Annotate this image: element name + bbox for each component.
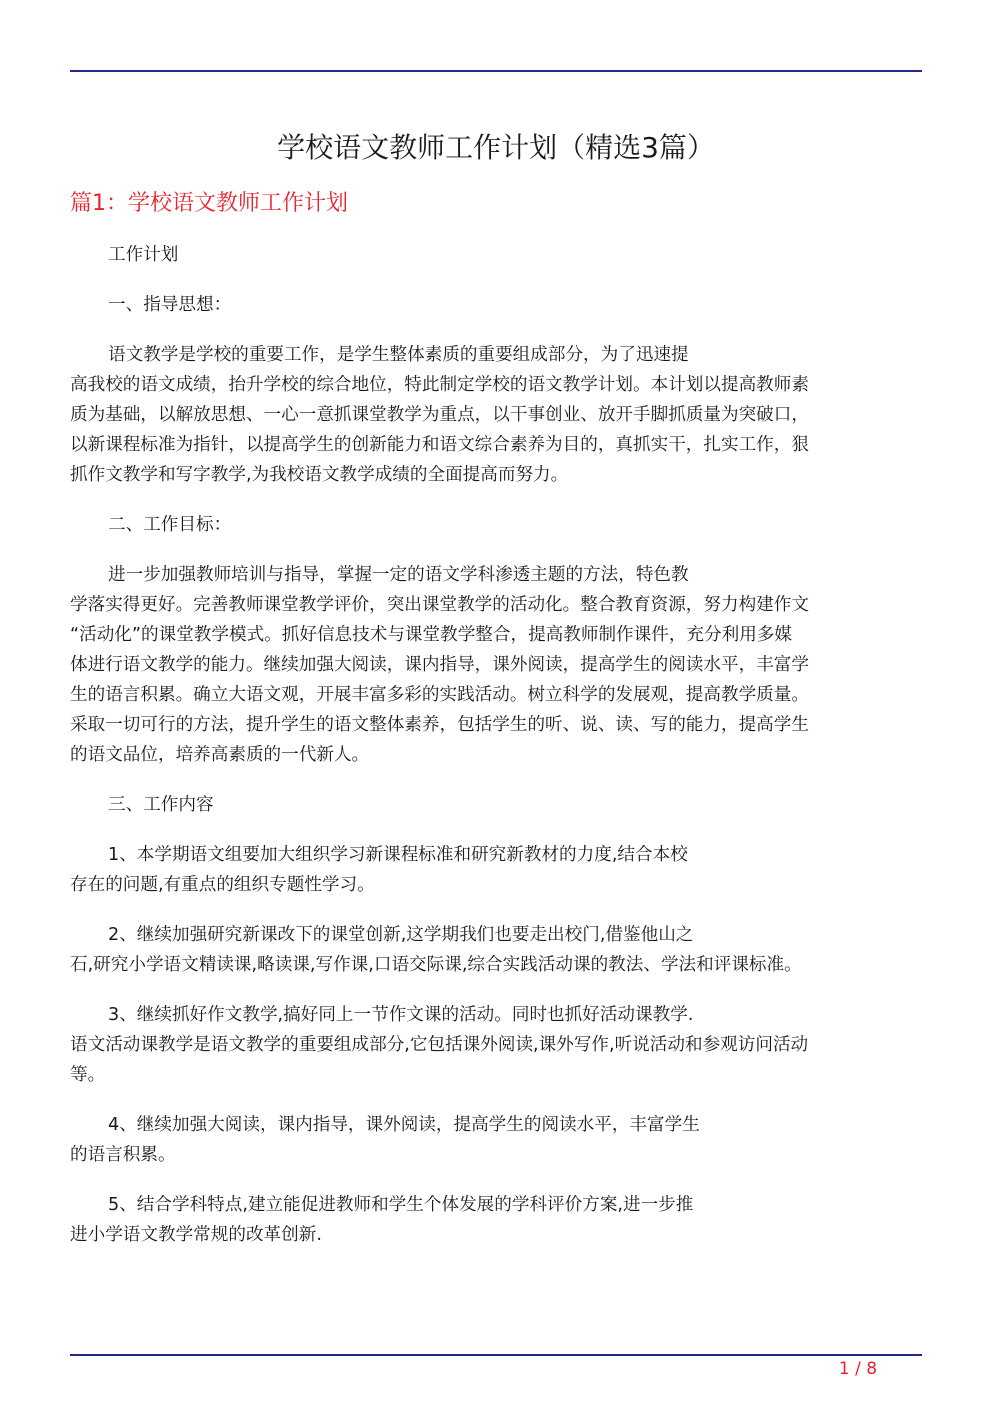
paragraph (70, 510, 922, 540)
paragraph (70, 1190, 922, 1250)
paragraph-line: 质为基础，以解放思想、一心一意抓课堂教学为重点，以干事创业、放开手脚抓质量为突破口， (70, 405, 809, 425)
paragraph-line: 进一步加强教师培训与指导，掌握一定的语文学科渗透主题的方法，特色教 (108, 565, 689, 585)
paragraph-line: 石,研究小学语文精读课,略读课,写作课,口语交际课,综合实践活动课的教法、学法和评课标准。 (70, 955, 802, 975)
paragraph-line: 5、结合学科特点,建立能促进教师和学生个体发展的学科评价方案,进一步推 (108, 1195, 694, 1215)
paragraph-line: 高我校的语文成绩，抬升学校的综合地位，特此制定学校的语文教学计划。本计划以提高教师素 (70, 375, 809, 395)
paragraph (70, 340, 922, 490)
paragraph-line: 抓作文教学和写字教学,为我校语文教学成绩的全面提高而努力。 (70, 465, 569, 485)
paragraph-line: 2、继续加强研究新课改下的课堂创新,这学期我们也要走出校门,借鉴他山之 (108, 925, 694, 945)
paragraph-line: 语文活动课教学是语文教学的重要组成部分,它包括课外阅读,课外写作,听说活动和参观访问活动 (70, 1035, 809, 1055)
paragraph-line: 生的语言积累。确立大语文观，开展丰富多彩的实践活动。树立科学的发展观，提高教学质量。 (70, 685, 809, 705)
paragraph-line: 存在的问题,有重点的组织专题性学习。 (70, 875, 375, 895)
paragraph (70, 240, 922, 270)
paragraph-line: 进小学语文教学常规的改革创新. (70, 1225, 322, 1245)
paragraph (70, 290, 922, 320)
paragraph-line: 的语文品位，培养高素质的一代新人。 (70, 745, 370, 765)
paragraph-line: 3、继续抓好作文教学,搞好同上一节作文课的活动。同时也抓好活动课教学. (108, 1005, 694, 1025)
paragraph (70, 790, 922, 820)
chapter-heading: 篇1：学校语文教师工作计划 (70, 191, 348, 216)
page-number: 1 / 8 (838, 1359, 878, 1379)
paragraph-line: “活动化”的课堂教学模式。抓好信息技术与课堂教学整合，提高教师制作课件，充分利用多媒 (70, 625, 792, 645)
paragraph-line: 二、工作目标： (108, 515, 232, 535)
header-rule (70, 70, 922, 72)
paragraph-line: 体进行语文教学的能力。继续加强大阅读，课内指导，课外阅读，提高学生的阅读水平，丰富学 (70, 655, 809, 675)
paragraph-line: 4、继续加强大阅读，课内指导，课外阅读，提高学生的阅读水平，丰富学生 (108, 1115, 700, 1135)
document-title: 学校语文教师工作计划（精选3篇） (277, 131, 715, 164)
paragraph-line: 的语言积累。 (70, 1145, 176, 1165)
paragraph-line: 三、工作内容 (108, 795, 214, 815)
paragraph-line: 1、本学期语文组要加大组织学习新课程标准和研究新教材的力度,结合本校 (108, 845, 688, 865)
document-body (70, 240, 922, 1270)
paragraph-line: 采取一切可行的方法，提升学生的语文整体素养，包括学生的听、说、读、写的能力，提高学生 (70, 715, 809, 735)
paragraph-line: 一、指导思想： (108, 295, 232, 315)
paragraph (70, 560, 922, 770)
paragraph-line: 工作计划 (108, 245, 179, 265)
paragraph (70, 920, 922, 980)
paragraph (70, 840, 922, 900)
footer-rule (70, 1354, 922, 1356)
paragraph-line: 语文教学是学校的重要工作，是学生整体素质的重要组成部分，为了迅速提 (108, 345, 689, 365)
paragraph-line: 以新课程标准为指针，以提高学生的创新能力和语文综合素养为目的，真抓实干，扎实工作，狠 (70, 435, 809, 455)
paragraph (70, 1110, 922, 1170)
paragraph (70, 1000, 922, 1090)
paragraph-line: 等。 (70, 1065, 106, 1085)
paragraph-line: 学落实得更好。完善教师课堂教学评价，突出课堂教学的活动化。整合教育资源，努力构建作文 (70, 595, 809, 615)
